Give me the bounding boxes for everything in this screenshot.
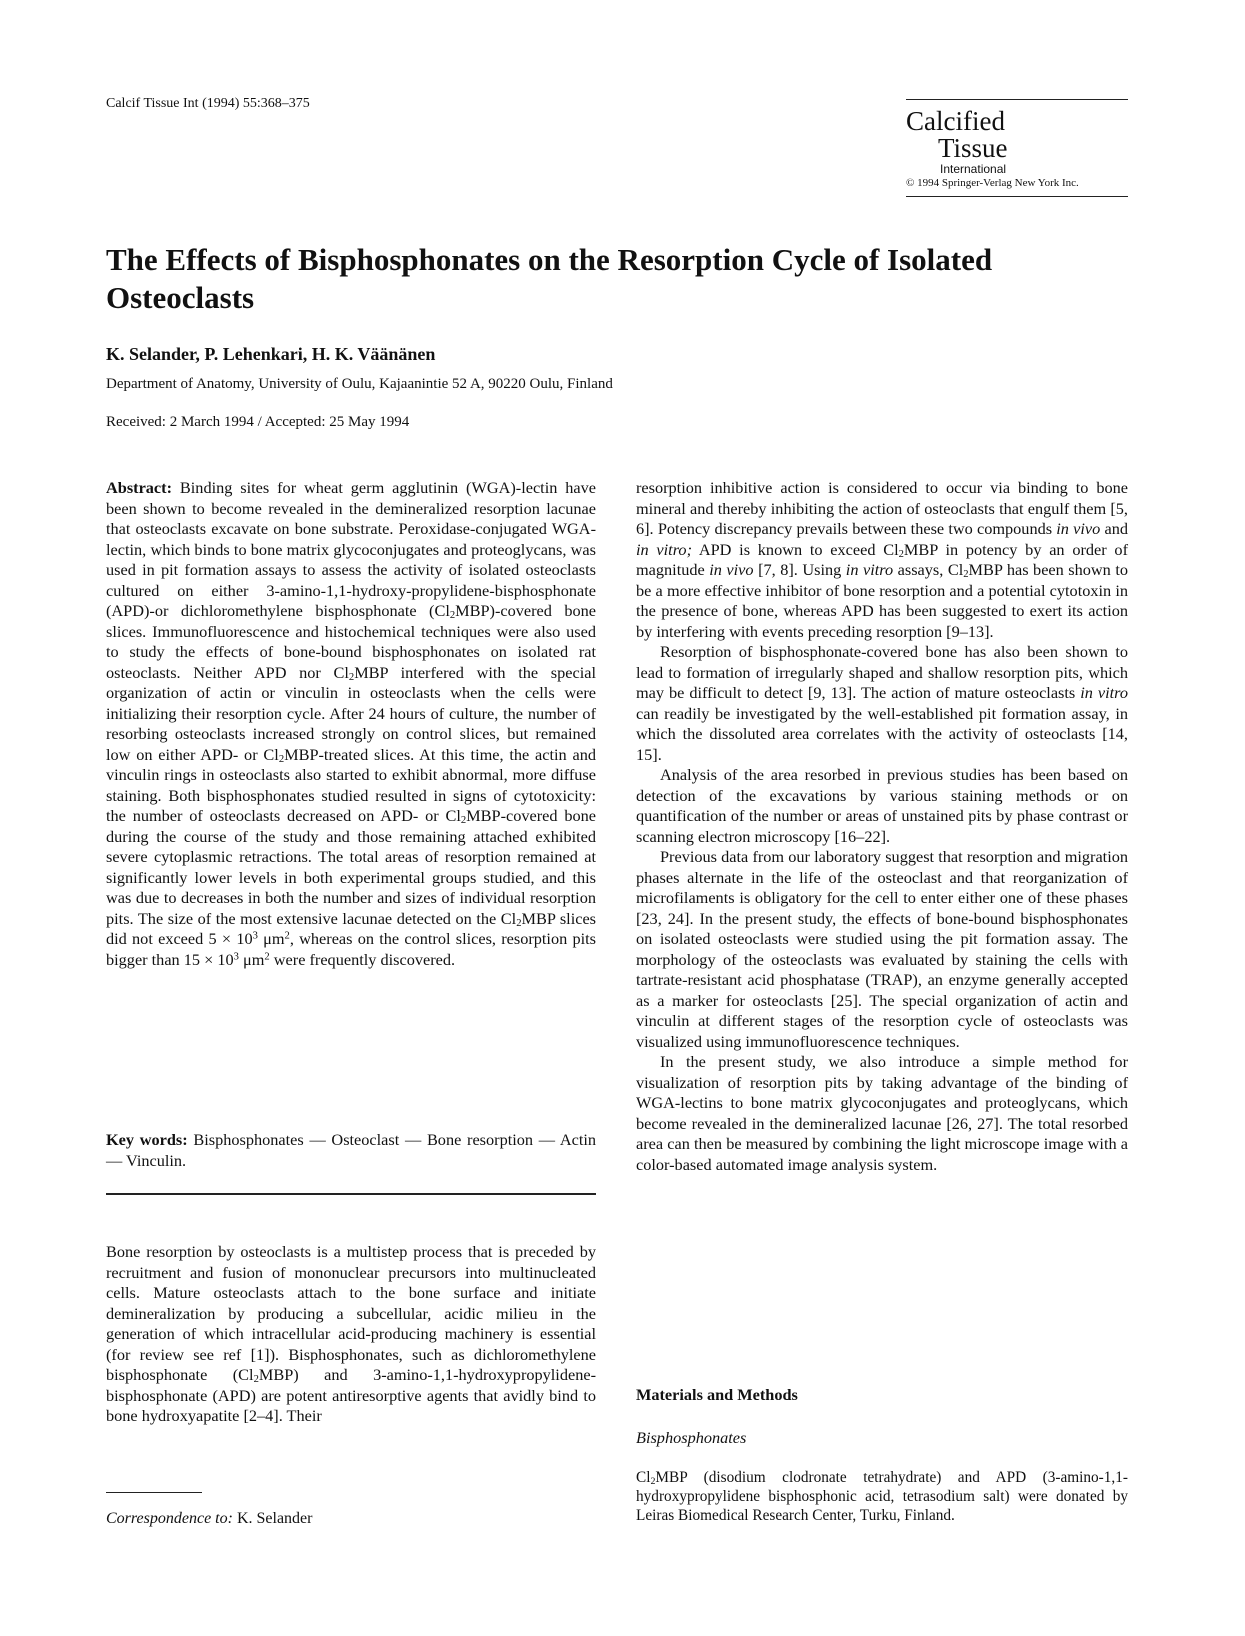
italic-term: in vivo [709,560,754,579]
abstract-text: MBP-covered bone during the course of the study and those remaining attached exhibited severe cytoplasmic retractions. The total areas of resorption remained at significantly lower levels in both experimental groups studied, and this was due to decreases in both the number and sizes of individual resorption pits. The size of the most extensive lacunae detected on the [106,806,596,928]
abstract-text: Cl [500,908,517,928]
footnote-label: Correspondence to: [106,1510,233,1527]
article-title: The Effects of Bisphosphonates on the Resorption Cycle of Isolated Osteoclasts [106,242,993,315]
subscript: 2 [449,610,456,622]
abstract [106,478,596,970]
journal-name-line1: Calcified [906,106,1005,136]
abstract-text: Cl [434,601,450,620]
body-text: MBP has been shown to be a more effective inhibitor of bone resorption and a potential cytotoxin in the presence of bone, whereas APD has been suggested to exert its action by interfering with events preceding resorption [9–13]. [636,560,1129,641]
abstract-label: Abstract: [106,478,173,497]
abstract-text: were frequently discovered. [269,949,456,969]
abstract-text: Cl [263,744,279,764]
body-paragraph: In the present study, we also introduce a simple method for visualization of resorption pits by taking advantage of the binding of WGA-lectins to bone matrix glycoconjugates and proteoglycans, which become revealed in the demineralized lacunae [26, 27]. The total resorbed area can then be measured by combining the light microscope image with a color-based automated image analysis system. [636,1052,1128,1174]
subscript: 2 [963,569,969,581]
subscript: 2 [898,548,904,560]
methods-text: Cl [636,1469,651,1486]
body-text: MBP in potency by an order of magnitude [636,539,1128,579]
italic-term: in vitro [845,560,894,579]
article-authors: K. Selander, P. Lehenkari, H. K. Väänänen [106,344,436,364]
abstract-text: MBP interfered with the special organization of actin or vinculin in osteoclasts when the cells were initializing their resorption cycle. After 24 hours of culture, the number of resorbing osteoclasts increased strongly on control slices, but remained low on either APD- or [106,662,596,764]
abstract-text: MBP-treated slices. At this time, the actin and vinculin rings in osteoclasts also started to exhibit abnormal, more diffuse staining. Both bisphosphonates studied resulted in signs of cytotoxicity: the number of osteoclasts decreased on APD- or [106,744,596,825]
subscript: 2 [348,671,355,683]
keywords [106,1130,596,1171]
introduction [106,1242,596,1427]
body-paragraph: Previous data from our laboratory suggest that resorption and migration phases alternate in the life of the osteoclast and that reorganization of microfilaments is obligatory for the cell to enter either one of these phases [23, 24]. In the present study, the effects of bone-bound bisphosphonates on isolated osteoclasts were studied using the pit formation assay. The morphology of the osteoclasts was evaluated by staining the cells with tartrate-resistant acid phosphatase (TRAP), an enzyme generally accepted as a marker for osteoclasts [25]. The special organization of actin and vinculin at different stages of the resorption cycle of osteoclasts was visualized using immunofluorescence techniques. [636,847,1128,1051]
abstract-text: Cl [333,662,349,682]
superscript: 3 [252,930,258,942]
subscript: 2 [650,1475,656,1487]
footnote-name: K. Selander [232,1510,313,1527]
journal-logo-box [906,99,1128,197]
bisphosphonates-text [636,1468,1128,1525]
abstract-text: Cl [445,806,461,825]
italic-term: in vitro [1080,683,1128,702]
keywords-label: Key words: [106,1130,188,1149]
body-text: and [1100,519,1129,538]
abstract-text: Binding sites for wheat germ agglutinin (WGA)-lectin have been shown to become revealed in the demineralized resorption lacunae that osteoclasts excavate on bone substrate. Peroxidase-conjugated WGA-lectin, which binds to bone matrix glycoconjugates and proteoglycans, was used in pit formation assays to assess the activity of isolated osteoclasts cultured on either 3-amino-1,1-hydroxy-propylidene-bisphosphonate (APD)-or dichloromethylene bisphosphonate ( [106,478,596,620]
body-text: can readily be investigated by the well-established pit formation assay, in which the dissoluted area correlates with the activity of osteoclasts [14, 15]. [636,703,1128,764]
superscript: 3 [233,951,239,963]
abstract-text: MBP)-covered bone slices. Immunofluorescence and histochemical techniques were also used to study the effects of bone-bound bisphosphonates on isolated rat osteoclasts. Neither APD nor [106,601,596,682]
body-paragraph: Analysis of the area resorbed in previous studies has been based on detection of the excavations by various staining methods or on quantification of the number or areas of unstained pits by phase contrast or scanning electron microscopy [16–22]. [636,765,1128,846]
correspondence-footnote [106,1510,312,1528]
journal-name-line2: Tissue [938,133,1008,163]
section-divider [106,1193,596,1195]
methods-text: MBP (disodium clodronate tetrahydrate) and APD (3-amino-1,1-hydroxypropylidene bisphosphonic acid, tetrasodium salt) were donated by Leiras Biomedical Research Center, Turku, Finland. [636,1469,1128,1524]
italic-term: in vivo [1056,519,1101,538]
intro-text: MBP) and 3-amino-1,1-hydroxypropylidene-bisphosphonate (APD) are potent antiresorptive agents that avidly bind to bone hydroxyapatite [2–4]. Their [106,1365,596,1425]
section-heading-methods: Materials and Methods [636,1385,798,1404]
subscript: 2 [278,753,285,765]
body-text: [7, 8]. Using [753,560,846,579]
abstract-text: μm [238,949,265,969]
right-column-text [636,478,1128,1175]
keywords-text: Bisphosphonates — Osteoclast — Bone resorption — Actin — Vinculin. [106,1130,597,1170]
body-text: assays, [893,560,948,579]
footnote-divider [106,1492,202,1493]
superscript: 2 [264,951,270,963]
body-text: Cl [947,560,964,579]
author-affiliation: Department of Anatomy, University of Oulu, Kajaanintie 52 A, 90220 Oulu, Finland [106,376,613,392]
body-text: resorption inhibitive action is considered to occur via binding to bone mineral and thereby inhibiting the action of osteoclasts that engulf them [5, 6]. Potency discrepancy prevails between these two compounds [636,478,1128,538]
subscript: 2 [516,917,522,929]
abstract-text: μm [257,929,285,948]
body-text: Resorption of bisphosphonate-covered bone has also been shown to lead to formation of irregularly shaped and shallow resorption pits, which may be difficult to detect [9, 13]. The action of mature osteoclasts [636,642,1128,702]
journal-copyright: © 1994 Springer-Verlag New York Inc. [906,177,1079,189]
abstract-text: , whereas on the control slices, resorption pits bigger than 15 × 10 [106,929,596,969]
italic-term: in vitro; [636,539,692,559]
received-dates: Received: 2 March 1994 / Accepted: 25 May 1994 [106,414,410,430]
intro-text: Cl [238,1365,254,1384]
journal-name-line3: International [940,162,1007,176]
abstract-text: MBP slices did not exceed 5 × 10 [106,908,597,948]
intro-text: Bone resorption by osteoclasts is a multistep process that is preceded by recruitment and fusion of mononuclear precursors into multinucleated cells. Mature osteoclasts attach to the bone surface and initiate demineralization by producing a subcellular, acidic milieu in the generation of which intracellular acid-producing machinery is essential (for review see ref [1]). Bisphosphonates, such as dichloromethylene bisphosphonate ( [106,1242,596,1384]
body-text: Cl [883,539,899,559]
subscript: 2 [460,815,467,827]
superscript: 2 [284,930,290,942]
journal-citation: Calcif Tissue Int (1994) 55:368–375 [106,96,310,111]
subscript: 2 [253,1374,259,1386]
body-text: APD is known to exceed [692,539,884,559]
subsection-heading-bisphosphonates: Bisphosphonates [636,1428,747,1447]
